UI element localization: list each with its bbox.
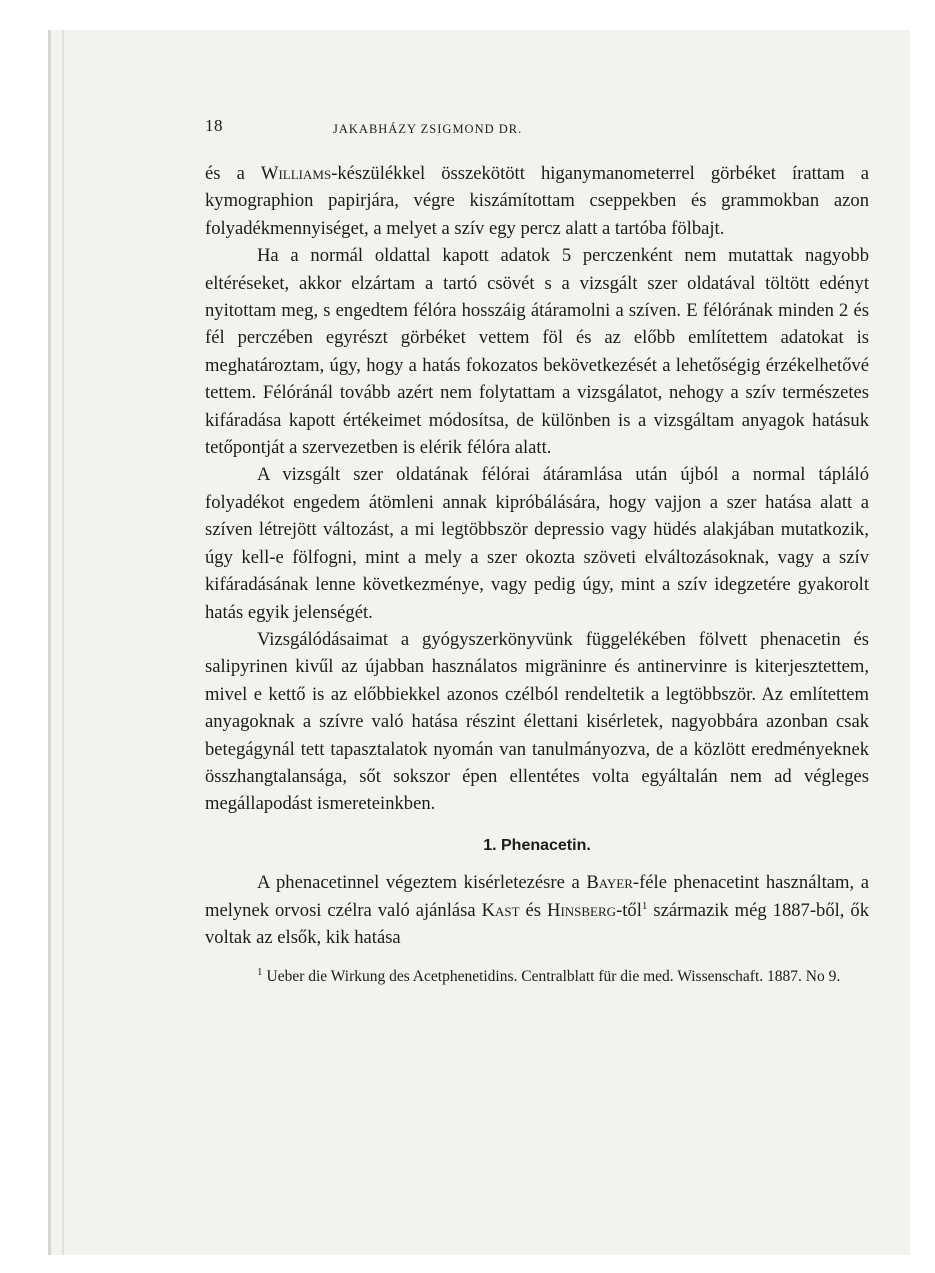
name-williams: Williams xyxy=(260,163,332,184)
footnote-text: Ueber die Wirkung des Acetphenetidins. Centralblatt für die med. Wissenschaft. 1887. No 9. xyxy=(266,968,841,986)
body-text xyxy=(205,160,869,951)
paragraph-1-rest: -készülékkel összekötött higanymanometerrel görbéket írattam a kymographion papirjára, végre kiszámítottam cseppekben és grammokban azon folyadékmennyiséget, a melyet a szív egy percz alatt a tartóba fölbajt. xyxy=(205,163,869,239)
paragraph-5-conj: és xyxy=(519,899,548,921)
paragraph-1-start: és a xyxy=(205,163,261,184)
running-header xyxy=(205,112,869,142)
page-content xyxy=(205,112,869,988)
footnote-mark: 1 xyxy=(257,966,263,979)
paragraph-1 xyxy=(205,160,869,242)
paragraph-5 xyxy=(205,869,869,951)
name-hinsberg: Hinsberg xyxy=(547,899,617,921)
page-edge-shadow-inner xyxy=(62,30,64,1255)
footnote-reference: 1 xyxy=(641,899,648,912)
page-edge-shadow xyxy=(48,30,51,1255)
paragraph-5-start: A phenacetinnel végeztem kisérletezésre a xyxy=(257,872,587,894)
paragraph-4: Vizsgálódásaimat a gyógyszerkönyvünk függelékében fölvett phenacetin és salipyrinen kivűl az újabban használatos migräninre és antinervinre is kiterjesztettem, mivel e kettő is az előbbiekkel azonos czélból rendeltetik a legtöbbször. Az említettem anyagoknak a szívre való hatása részint élettani kisérletek, nagyobbára azonban csak betegágynál tett tapasztalatok nyomán van tanulmányozva, de a közlött eredményeknek összhangtalansága, sőt sokszor épen ellentétes volta egyáltalán nem ad végleges megállapodást ismereteinkben. xyxy=(205,628,869,815)
paragraph-3: A vizsgált szer oldatának félórai átáramlása után újból a normal tápláló folyadékot engedem átömleni annak kipróbálására, hogy vajjon a szer hatása alatt a szíven létrejött változást, a mi legtöbbször depressio vagy hüdés alakjában mutatkozik, úgy kell-e fölfogni, mint a mely a szer okozta szöveti elváltozásoknak, vagy a szív kifáradásának lenne következménye, vagy pedig úgy, mint a szív idegzetére gyakorolt hatás egyik jelenségét. xyxy=(205,464,869,623)
section-heading: 1. Phenacetin. xyxy=(483,836,591,854)
paragraph-5-end: származik még 1887-ből, ők voltak az elsők, kik hatása xyxy=(205,899,869,948)
name-bayer: Bayer xyxy=(586,872,633,894)
paragraph-2: Ha a normál oldattal kapott adatok 5 perczenként nem mutattak nagyobb eltéréseket, akkor elzártam a tartó csövét s a vizsgált szer oldatával töltött edényt nyitottam meg, s engedtem félóra hosszáig átáramolni a szíven. E félórának minden 2 és fél perczében egyrészt görbéket vettem föl és az előbb említettem adatokat is meghatároztam, úgy, hogy a hatás fokozatos bekövetkezését a lehetőségig érzékelhetővé tettem. Félóránál tovább azért nem folytattam a vizsgálatot, nehogy a szív természetes kifáradása kapott értékeimet módosítsa, de különben is a vizsgáltam anyagok hatásuk tetőpontját a szervezetben is elérik félóra alatt. xyxy=(205,245,869,459)
paragraph-5-suffix: -től xyxy=(616,899,642,921)
footnote xyxy=(205,965,869,988)
running-title: JAKABHÁZY ZSIGMOND DR. xyxy=(333,122,523,136)
name-kast: Kast xyxy=(481,899,520,921)
paragraph-5-mid: -féle phenacetint használtam, a melynek orvosi czélra való ajánlása xyxy=(205,872,870,921)
page-number: 18 xyxy=(205,116,223,135)
